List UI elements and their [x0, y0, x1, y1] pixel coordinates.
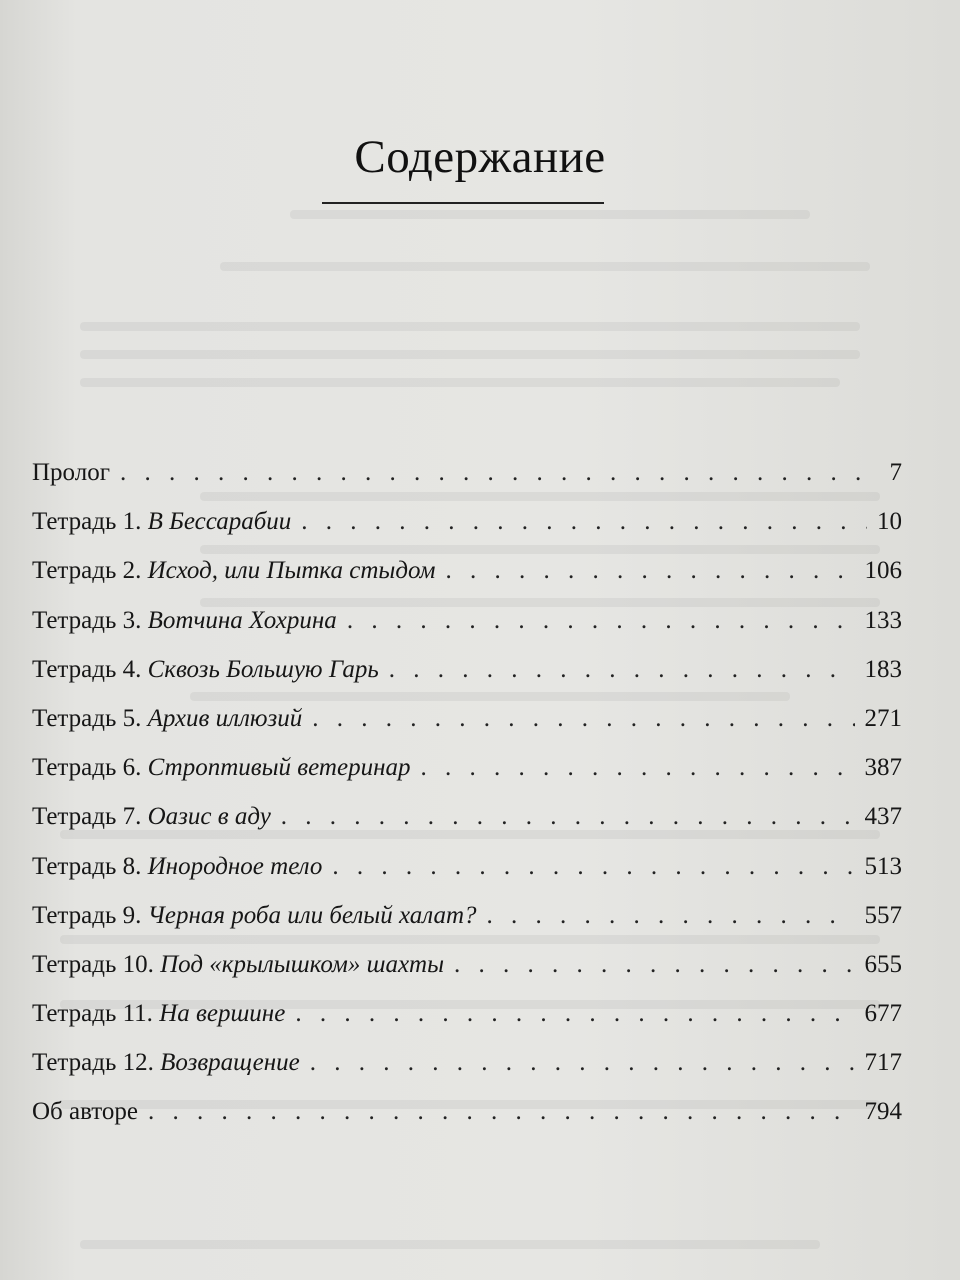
bleed-through-line: [290, 210, 810, 219]
bleed-through-line: [80, 378, 840, 387]
toc-entry-page: 183: [864, 655, 902, 683]
toc-entry-subtitle: Оазис в аду: [147, 803, 271, 831]
toc-entry[interactable]: [32, 497, 902, 546]
toc-entry-prefix: Тетрадь 4.: [32, 655, 142, 683]
toc-entry-label: [32, 1087, 148, 1136]
bleed-through-line: [80, 1240, 820, 1249]
toc-entry-prefix: Тетрадь 3.: [32, 606, 142, 634]
toc-entry-prefix: Пролог: [32, 459, 110, 486]
dot-leader: [389, 645, 855, 694]
toc-entry-page: 7: [889, 459, 902, 486]
toc-entry[interactable]: [32, 940, 902, 989]
dot-leader: [312, 694, 854, 743]
toc-entry[interactable]: [32, 891, 902, 940]
toc-entry-page: 10: [877, 508, 902, 536]
toc-entry[interactable]: [32, 596, 902, 645]
toc-entry-label: [32, 792, 281, 841]
dot-leader: [445, 546, 854, 595]
toc-entry[interactable]: [32, 694, 902, 743]
toc-entry-label: [32, 645, 389, 694]
toc-entry-label: [32, 989, 295, 1038]
toc-entry-page: 387: [864, 754, 902, 782]
bleed-through-line: [80, 350, 860, 359]
toc-entry[interactable]: [32, 842, 902, 891]
title-underline: [322, 202, 604, 204]
bleed-through-line: [220, 262, 870, 271]
toc-entry-subtitle: На вершине: [159, 1000, 286, 1028]
dot-leader: [120, 448, 872, 497]
toc-entry-subtitle: Вотчина Хохрина: [147, 606, 337, 634]
toc-entry-page: 437: [864, 803, 902, 831]
toc-entry-prefix: Тетрадь 1.: [32, 508, 142, 536]
toc-entry[interactable]: [32, 546, 902, 595]
toc-entry-subtitle: Черная роба или белый халат?: [147, 901, 477, 929]
toc-entry-label: [32, 842, 332, 891]
toc-entry-prefix: Тетрадь 2.: [32, 557, 142, 585]
dot-leader: [454, 940, 854, 989]
toc-entry-label: [32, 596, 347, 645]
toc-entry-subtitle: Под «крылышком» шахты: [160, 950, 445, 978]
toc-entry-prefix: Тетрадь 9.: [32, 901, 142, 929]
toc-entry-page: 133: [864, 606, 902, 634]
toc-entry-prefix: Тетрадь 10.: [32, 950, 154, 978]
toc-entry-page: 557: [864, 901, 902, 929]
toc-entry[interactable]: [32, 645, 902, 694]
toc-entry-page: 677: [864, 1000, 902, 1028]
toc-entry-prefix: Тетрадь 6.: [32, 754, 142, 782]
table-of-contents: [32, 448, 902, 1137]
toc-entry-subtitle: Строптивый ветеринар: [147, 754, 411, 782]
toc-entry[interactable]: [32, 989, 902, 1038]
toc-entry-label: [32, 891, 487, 940]
toc-entry-prefix: Тетрадь 11.: [32, 1000, 153, 1028]
toc-entry-page: 513: [864, 852, 902, 880]
toc-entry-prefix: Тетрадь 5.: [32, 704, 142, 732]
toc-entry-page: 794: [864, 1098, 902, 1126]
toc-entry-label: [32, 448, 120, 497]
dot-leader: [295, 989, 854, 1038]
toc-entry-prefix: Об авторе: [32, 1098, 138, 1126]
dot-leader: [310, 1038, 855, 1087]
toc-entry[interactable]: [32, 448, 902, 497]
toc-entry-label: [32, 743, 420, 792]
dot-leader: [347, 596, 855, 645]
toc-entry[interactable]: [32, 1038, 902, 1087]
toc-entry[interactable]: [32, 743, 902, 792]
toc-entry-subtitle: Архив иллюзий: [147, 704, 303, 732]
toc-entry-page: 655: [864, 950, 902, 978]
toc-entry-label: [32, 940, 454, 989]
toc-entry-page: 271: [864, 704, 902, 732]
toc-entry-prefix: Тетрадь 12.: [32, 1049, 154, 1077]
toc-entry-subtitle: В Бессарабии: [147, 508, 292, 536]
toc-entry-prefix: Тетрадь 7.: [32, 803, 142, 831]
toc-entry-label: [32, 694, 312, 743]
toc-entry[interactable]: [32, 1087, 902, 1136]
page-title: Содержание: [354, 131, 606, 183]
dot-leader: [420, 743, 854, 792]
toc-entry-prefix: Тетрадь 8.: [32, 852, 142, 880]
dot-leader: [332, 842, 854, 891]
toc-entry-subtitle: Сквозь Большую Гарь: [147, 655, 379, 683]
dot-leader: [148, 1087, 855, 1136]
toc-entry-page: 717: [864, 1049, 902, 1077]
dot-leader: [281, 792, 855, 841]
toc-entry-page: 106: [864, 557, 902, 585]
toc-entry-label: [32, 546, 445, 595]
bleed-through-line: [80, 322, 860, 331]
toc-entry-label: [32, 497, 301, 546]
toc-entry-subtitle: Возвращение: [160, 1049, 300, 1077]
dot-leader: [487, 891, 855, 940]
toc-entry-label: [32, 1038, 310, 1087]
toc-entry[interactable]: [32, 792, 902, 841]
toc-entry-subtitle: Исход, или Пытка стыдом: [147, 557, 436, 585]
dot-leader: [301, 497, 867, 546]
toc-entry-subtitle: Инородное тело: [147, 852, 323, 880]
